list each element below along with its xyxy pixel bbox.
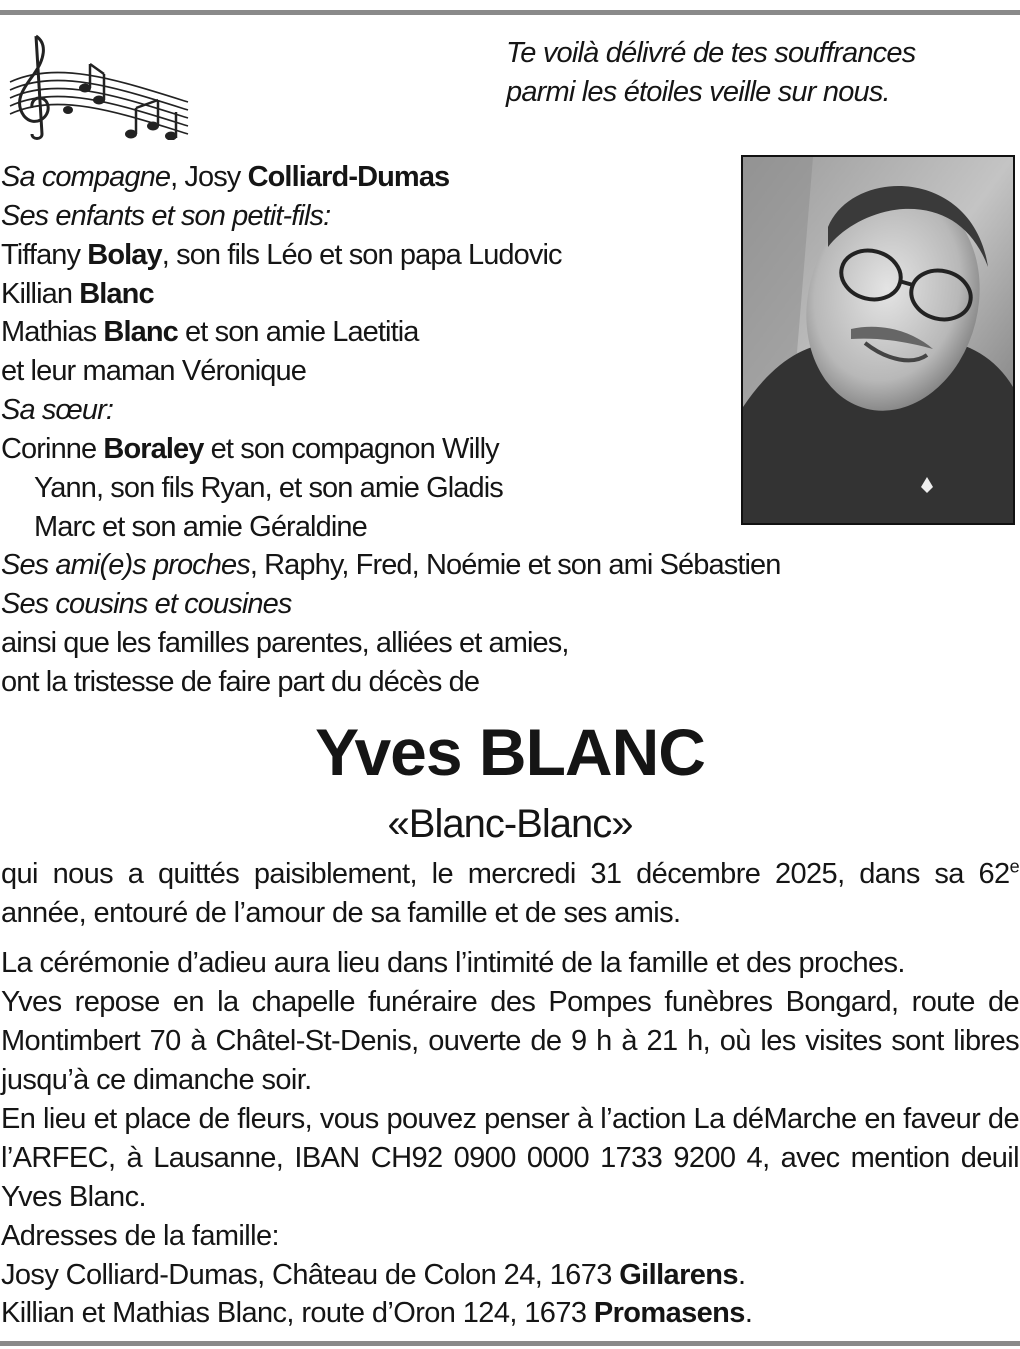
sister-line [1,430,499,469]
child-2-first: Killian [1,278,80,310]
rest-place-paragraph: Yves repose en la chapelle funéraire des Pompes funèbres Bongard, route de Montimbert 70 à Châtel-St-Denis, ouverte de 9 h à 21 h, où les visites sont libres jusqu’à ce dimanche soir. [1,986,1019,1096]
portrait-image [743,157,1013,523]
children-role: Ses enfants et son petit-fils: [1,200,331,232]
child-2-surname: Blanc [79,278,154,310]
child-3-first: Mathias [1,316,104,348]
address-2-period: . [744,1297,753,1329]
address-1-town: Gillarens [619,1259,738,1291]
companion-role: Sa compagne [1,161,171,193]
children-role-line [1,197,330,236]
companion-line [1,158,449,197]
address-2 [1,1294,752,1333]
epigraph-line-1: Te voilà délivré de tes souffrances [506,37,916,69]
child-3-line [1,313,419,352]
sister-rest: et son compagnon Willy [203,433,499,465]
child-1-surname: Bolay [87,239,162,271]
address-1 [1,1256,745,1295]
passing-sup: e [1009,856,1019,877]
friends-role: Ses ami(e)s proches [1,549,250,581]
epigraph-line-2: parmi les étoiles veille sur nous. [506,76,890,108]
nephew-1-line: Yann, son fils Ryan, et son amie Gladis [34,472,503,504]
child-3-rest: et son amie Laetitia [177,316,419,348]
child-1-line [1,236,562,275]
epigraph [506,34,915,112]
deceased-nickname: «Blanc-Blanc» [387,802,633,846]
child-1-rest: , son fils Léo et son papa Ludovic [161,239,562,271]
deceased-name: Yves BLANC [315,715,705,789]
sister-role-line [1,391,113,430]
passing-text-2: année, entouré de l’amour de sa famille et de ses amis. [1,897,681,929]
nephew-2-line: Marc et son amie Géraldine [34,511,367,543]
address-1-text: Josy Colliard-Dumas, Château de Colon 24, 1673 [1,1259,620,1291]
top-rule [0,10,1020,15]
ceremony-line: La cérémonie d’adieu aura lieu dans l’intimité de la famille et des proches. [1,947,905,979]
friends-line [1,546,781,585]
sister-first: Corinne [1,433,104,465]
child-3-surname: Blanc [103,316,178,348]
cousins-line [1,585,291,624]
bottom-rule [0,1341,1020,1346]
mother-line: et leur maman Véronique [1,355,306,387]
friends-rest: , Raphy, Fred, Noémie et son ami Sébastien [249,549,781,581]
address-2-text: Killian et Mathias Blanc, route d’Oron 124, 1673 [1,1297,594,1329]
announce-line: ont la tristesse de faire part du décès de [1,666,480,698]
address-1-period: . [737,1259,746,1291]
child-1-first: Tiffany [1,239,88,271]
families-line: ainsi que les familles parentes, alliées et amies, [1,627,569,659]
passing-text: qui nous a quittés paisiblement, le mercredi 31 décembre 2025, dans sa 62 [1,858,1010,890]
music-notes-icon [8,30,193,140]
companion-surname: Colliard-Dumas [247,161,450,193]
sister-role: Sa sœur: [1,394,114,426]
cousins-role: Ses cousins et cousines [1,588,292,620]
companion-first: , Josy [170,161,248,193]
sister-surname: Boraley [103,433,204,465]
donation-paragraph: En lieu et place de fleurs, vous pouvez penser à l’action La déMarche en faveur de l’ARFEC, à Lausanne, IBAN CH92 0900 0000 1733 9200 4, avec mention deuil Yves Blanc. [1,1103,1019,1213]
passing-paragraph [1,855,1019,933]
portrait-photo [741,155,1015,525]
addresses-label: Adresses de la famille: [1,1220,279,1252]
address-2-town: Promasens [593,1297,745,1329]
child-2-line [1,275,154,314]
